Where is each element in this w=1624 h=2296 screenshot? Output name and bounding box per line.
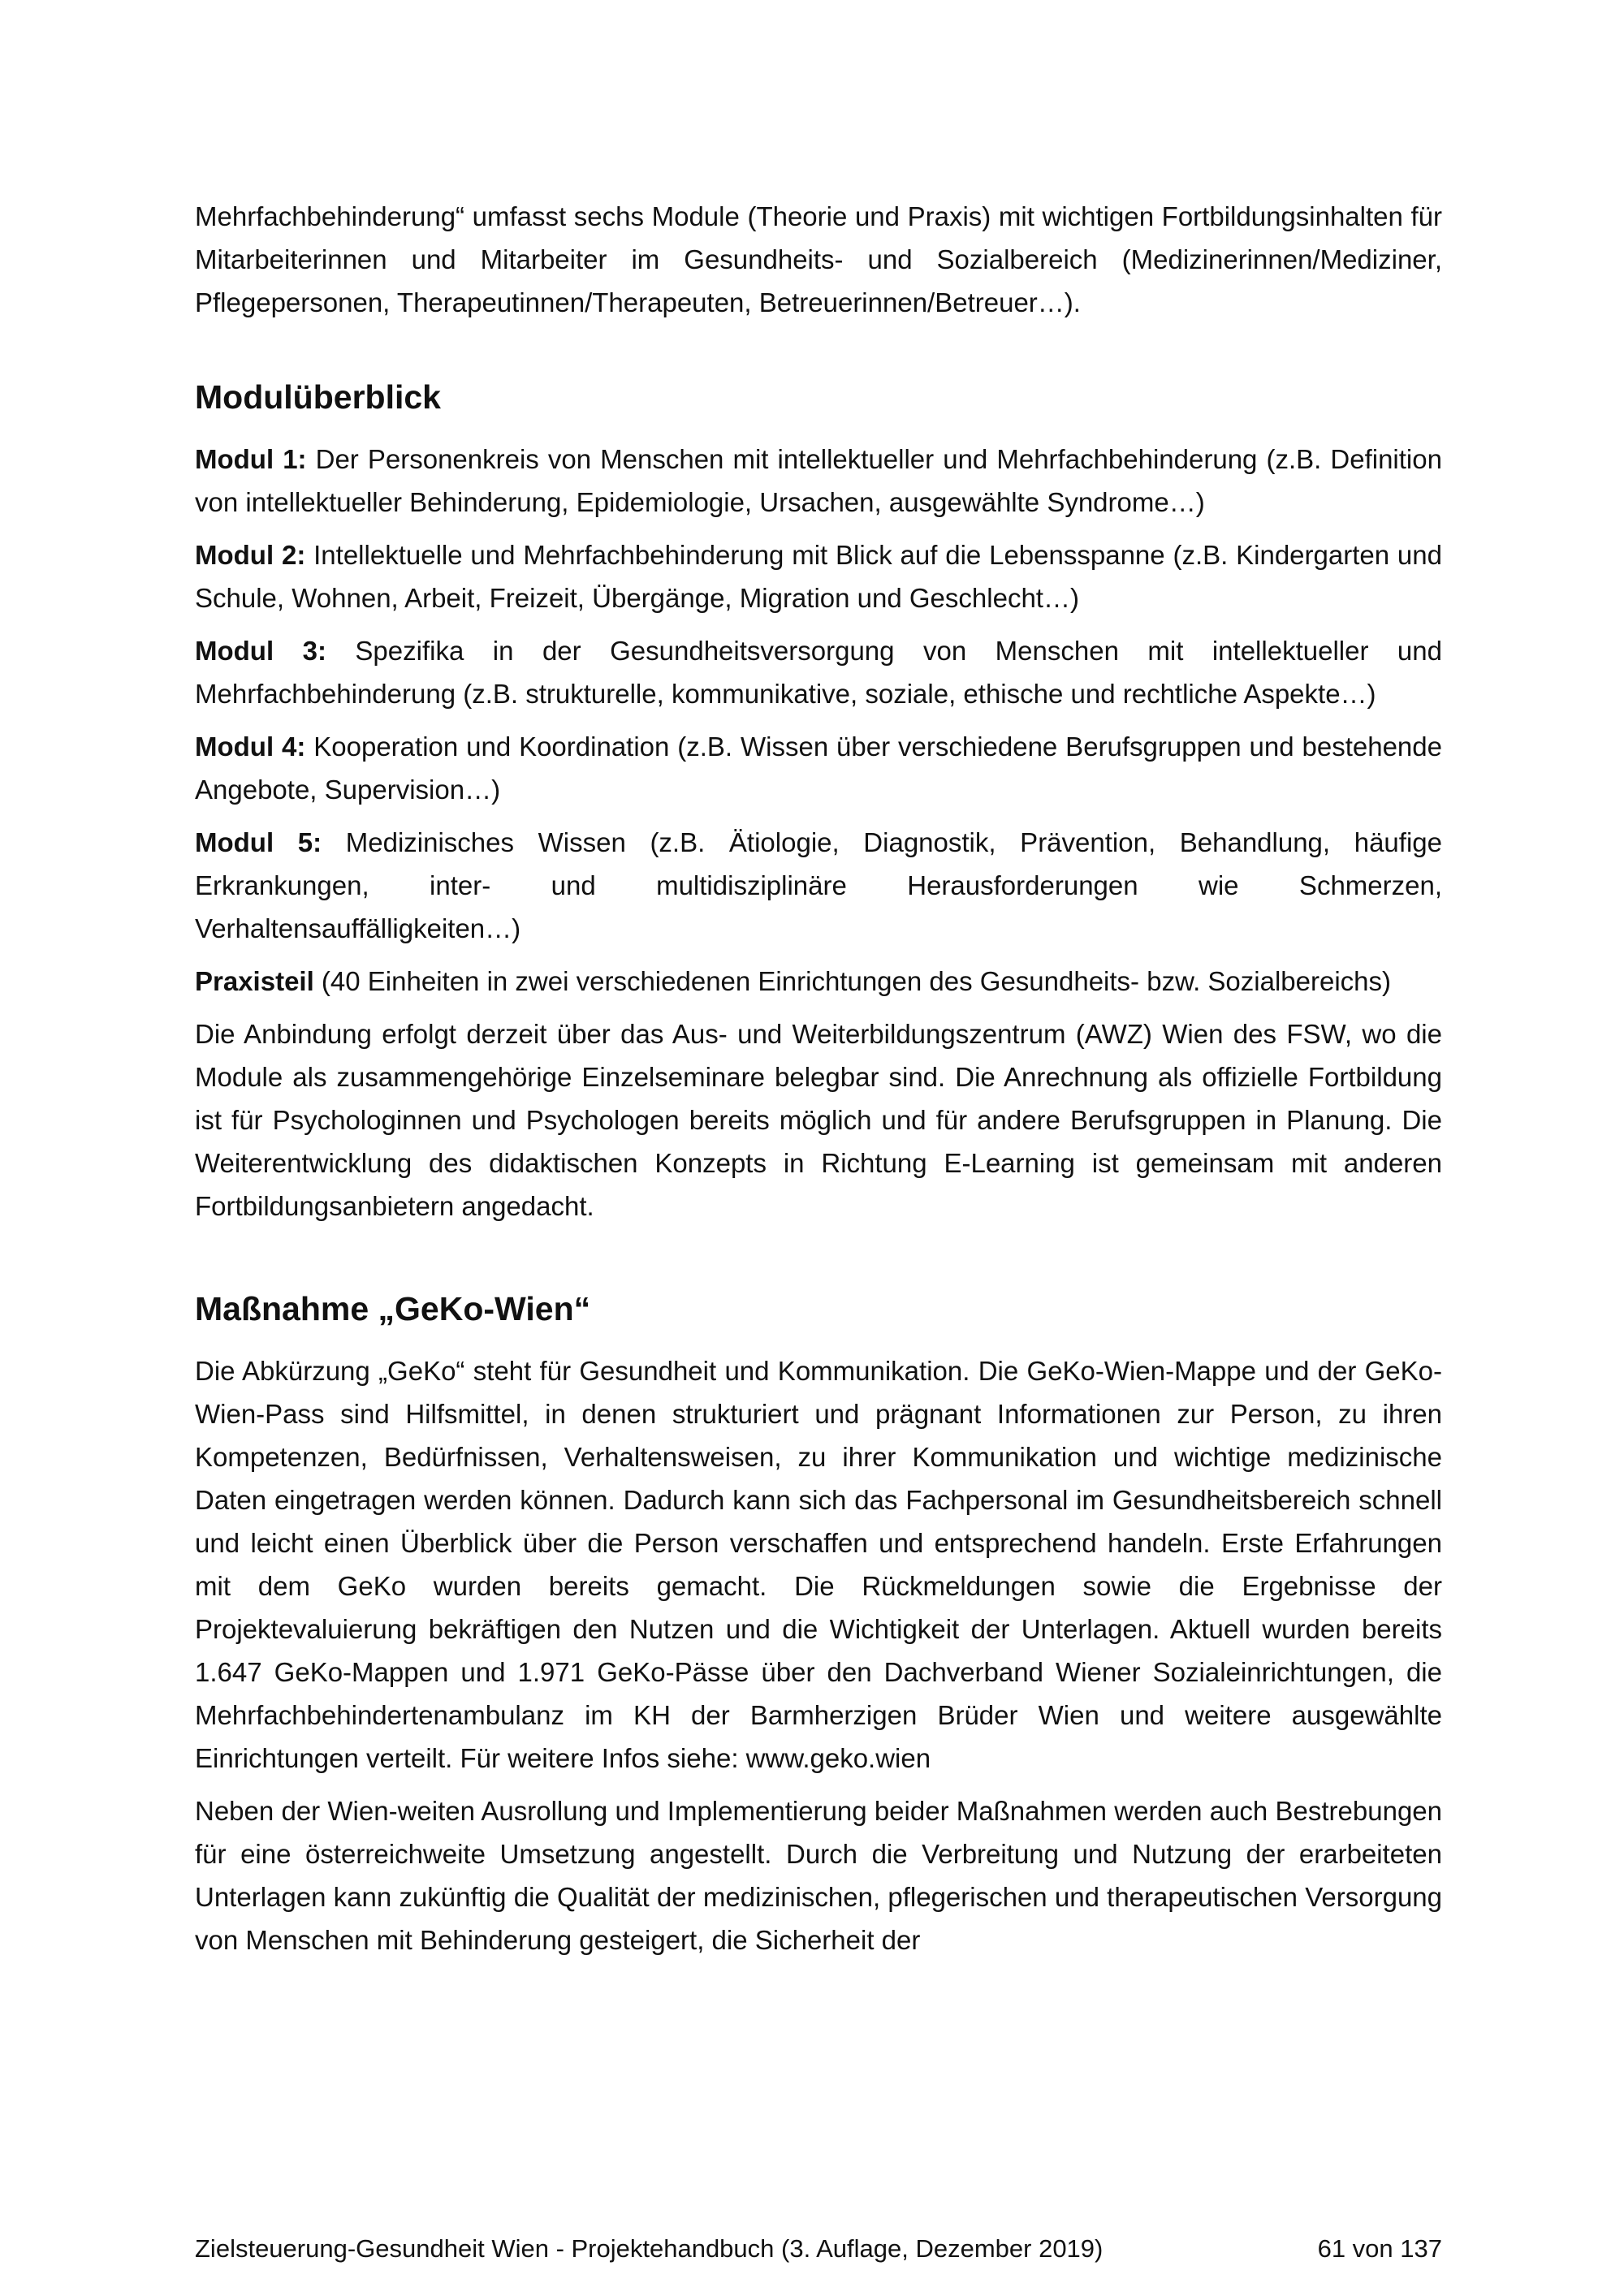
geko-paragraph-2: Neben der Wien-weiten Ausrollung und Implementierung beider Maßnahmen werden auch Bestrebungen für eine österreichweite Umsetzung angestellt. Durch die Verbreitung und Nutzung der erarbeiteten Unterlagen kann zukünftig die Qualität der medizinischen, pflegerischen und therapeutischen Versorgung von Menschen mit Behinderung gesteigert, die Sicherheit der — [195, 1796, 1442, 1955]
module-1-label: Modul 1: — [195, 444, 307, 474]
module-2-item — [195, 533, 1442, 619]
page-number: 61 von 137 — [1317, 2234, 1442, 2263]
anbindung-paragraph: Die Anbindung erfolgt derzeit über das Aus- und Weiterbildungszentrum (AWZ) Wien des FSW, wo die Module als zusammengehörige Einzelseminare belegbar sind. Die Anrechnung als offizielle Fortbildung ist für Psychologinnen und Psychologen bereits möglich und für andere Berufsgruppen in Planung. Die Weiterentwicklung des didaktischen Konzepts in Richtung E-Learning ist gemeinsam mit anderen Fortbildungsanbietern angedacht. — [195, 1019, 1442, 1221]
page-footer — [195, 2231, 1442, 2267]
module-3-label: Modul 3: — [195, 636, 326, 666]
module-5-label: Modul 5: — [195, 827, 322, 857]
footer-title: Zielsteuerung-Gesundheit Wien - Projektehandbuch (3. Auflage, Dezember 2019) — [195, 2234, 1104, 2263]
module-2-text: Intellektuelle und Mehrfachbehinderung mit Blick auf die Lebensspanne (z.B. Kindergarten und Schule, Wohnen, Arbeit, Freizeit, Übergänge, Migration und Geschlecht…) — [195, 540, 1442, 613]
module-1-text: Der Personenkreis von Menschen mit intellektueller und Mehrfachbehinderung (z.B. Definition von intellektueller Behinderung, Epidemiologie, Ursachen, ausgewählte Syndrome…) — [195, 444, 1442, 517]
praxisteil-label: Praxisteil — [195, 966, 314, 996]
praxisteil-text: (40 Einheiten in zwei verschiedenen Einrichtungen des Gesundheits- bzw. Sozialbereichs) — [313, 966, 1392, 996]
intro-paragraph: Mehrfachbehinderung“ umfasst sechs Module (Theorie und Praxis) mit wichtigen Fortbildungsinhalten für Mitarbeiterinnen und Mitarbeiter im Gesundheits- und Sozialbereich (Medizinerinnen/Mediziner, Pflegepersonen, Therapeutinnen/Therapeuten, Betreuerinnen/Betreuer…). — [195, 201, 1442, 317]
geko-paragraph-1: Die Abkürzung „GeKo“ steht für Gesundheit und Kommunikation. Die GeKo-Wien-Mappe und der GeKo-Wien-Pass sind Hilfsmittel, in denen strukturiert und prägnant Informationen zur Person, zu ihren Kompetenzen, Bedürfnissen, Verhaltensweisen, zu ihrer Kommunikation und wichtige medizinische Daten eingetragen werden können. Dadurch kann sich das Fachpersonal im Gesundheitsbereich schnell und leicht einen Überblick über die Person verschaffen und entsprechend handeln. Erste Erfahrungen mit dem GeKo wurden bereits gemacht. Die Rückmeldungen sowie die Ergebnisse der Projektevaluierung bekräftigen den Nutzen und die Wichtigkeit der Unterlagen. Aktuell wurden bereits 1.647 GeKo-Mappen und 1.971 GeKo-Pässe über den Dachverband Wiener Sozialeinrichtungen, die Mehrfachbehindertenambulanz im KH der Barmherzigen Brüder Wien und weitere ausgewählte Einrichtungen verteilt. Für weitere Infos siehe: www.geko.wien — [195, 1356, 1442, 1773]
module-4-label: Modul 4: — [195, 732, 306, 762]
module-1-item — [195, 438, 1442, 524]
module-4-text: Kooperation und Koordination (z.B. Wissen über verschiedene Berufsgruppen und bestehende Angebote, Supervision…) — [195, 732, 1442, 805]
module-5-item — [195, 821, 1442, 950]
module-2-label: Modul 2: — [195, 540, 306, 570]
module-4-item — [195, 725, 1442, 811]
praxisteil-item — [195, 960, 1442, 1003]
section-heading-moduluberblick: Modulüberblick — [195, 378, 441, 416]
module-3-text: Spezifika in der Gesundheitsversorgung von Menschen mit intellektueller und Mehrfachbehinderung (z.B. strukturelle, kommunikative, soziale, ethische und rechtliche Aspekte…) — [195, 636, 1442, 709]
section-heading-geko-wien: Maßnahme „GeKo-Wien“ — [195, 1290, 591, 1327]
document-page — [195, 195, 1442, 1962]
module-3-item — [195, 629, 1442, 715]
module-5-text: Medizinisches Wissen (z.B. Ätiologie, Diagnostik, Prävention, Behandlung, häufige Erkrankungen, inter- und multidisziplinäre Herausforderungen wie Schmerzen, Verhaltensauffälligkeiten…) — [195, 827, 1442, 943]
